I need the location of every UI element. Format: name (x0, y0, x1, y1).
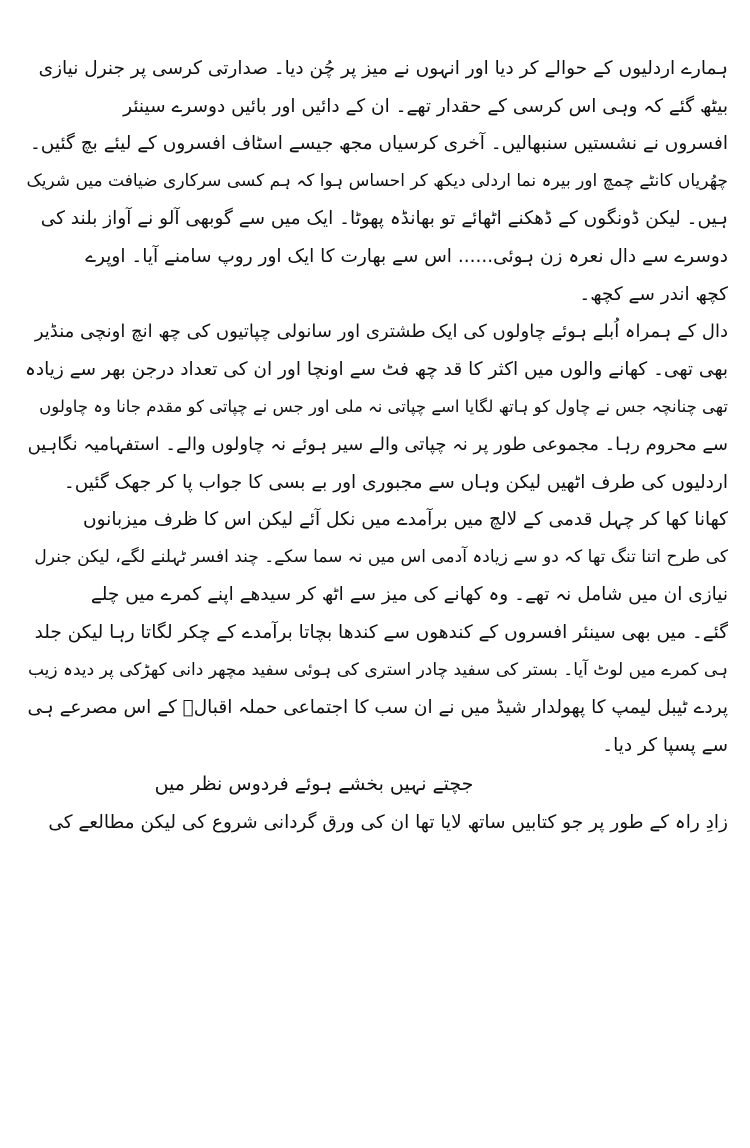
text-line: زادِ راہ کے طور پر جو کتابیں ساتھ لایا تھا ان کی ورق گردانی شروع کی لیکن مطالعے کی (48, 812, 728, 834)
paragraph-3 (20, 501, 728, 764)
text-line: سے محروم رہا۔ مجموعی طور پر نہ چپاتی والے سیر ہوئے نہ چاولوں والے۔ استفہامیہ نگاہیں (27, 433, 728, 455)
text-line: کچھ اندر سے کچھ۔ (579, 283, 728, 305)
text-line: پردے ٹیبل لیمپ کا پھولدار شیڈ میں نے ان سب کا اجتماعی حملہ اقبالؒ کے اس مصرعے ہی (27, 697, 728, 719)
text-line: گئے۔ میں بھی سینئر افسروں کے کندھوں سے کندھا بچاتا برآمدے کے چکر لگاتا رہا لیکن جلد (34, 621, 728, 643)
poetry-verse: جچتے نہیں بخشے ہوئے فردوس نظر میں (154, 773, 474, 796)
text-line: نیازی ان میں شامل نہ تھے۔ وہ کھانے کی میز سے اٹھ کر سیدھے اپنے کمرے میں چلے (90, 584, 728, 606)
text-line: افسروں نے نشستیں سنبھالیں۔ آخری کرسیاں مجھ جیسے اسٹاف افسروں کے لیئے بچ گئیں۔ (29, 133, 728, 155)
text-line: کی طرح اتنا تنگ تھا کہ دو سے زیادہ آدمی اس میں نہ سما سکے۔ چند افسر ٹہلنے لگے، لیکن جنرل (34, 546, 728, 567)
text-line: کھانا کھا کر چہل قدمی کے لالچ میں برآمدے میں نکل آئے لیکن اس کا ظرف میزبانوں (83, 509, 728, 531)
text-line: تھی چنانچہ جس نے چاول کو ہاتھ لگایا اسے چپاتی نہ ملی اور جس نے چپاتی کو مقدم جانا وہ چاولوں (39, 397, 728, 417)
text-line: اردلیوں کی طرف اٹھیں لیکن وہاں سے مجبوری اور بے بسی کا جواب پا کر جھک گئیں۔ (63, 471, 728, 493)
paragraph-2 (20, 313, 728, 501)
text-line: چھُریاں کانٹے چمچ اور بیرہ نما اردلی دیکھ کر احساس ہوا کہ ہم کسی سرکاری ضیافت میں شریک (26, 170, 728, 191)
text-line: بھی تھی۔ کھانے والوں میں اکثر کا قد چھ فٹ سے اونچا اور ان کی تعداد درجن بھر سے زیادہ (25, 358, 728, 380)
text-line: دوسرے سے دال نعرہ زن ہوئی...... اس سے بھارت کا ایک اور روپ سامنے آیا۔ اوپرے (85, 245, 728, 267)
paragraph-1 (20, 50, 728, 313)
text-line: دال کے ہمراہ اُبلے ہوئے چاولوں کی ایک طشتری اور سانولی چپاتیوں کی چھ انچ اونچی منڈیر (34, 321, 728, 343)
text-line: سے پسپا کر دیا۔ (602, 734, 728, 756)
text-line: ہمارے اردلیوں کے حوالے کر دیا اور انہوں نے میز پر چُن دیا۔ صدارتی کرسی پر جنرل نیازی (38, 58, 728, 79)
text-line: بیٹھ گئے کہ وہی اس کرسی کے حقدار تھے۔ ان کے دائیں اور بائیں دوسرے سینئر (123, 95, 728, 117)
paragraph-4 (20, 804, 728, 842)
text-line: ہیں۔ لیکن ڈونگوں کے ڈھکنے اٹھائے تو بھانڈہ پھوٹا۔ ایک میں سے گوبھی آلو نے آواز بلند کی (40, 208, 728, 230)
text-line: ہی کمرے میں لوٹ آیا۔ بستر کی سفید چادر استری کی ہوئی سفید مچھر دانی کھڑکی پر دیدہ زیب (27, 659, 728, 680)
